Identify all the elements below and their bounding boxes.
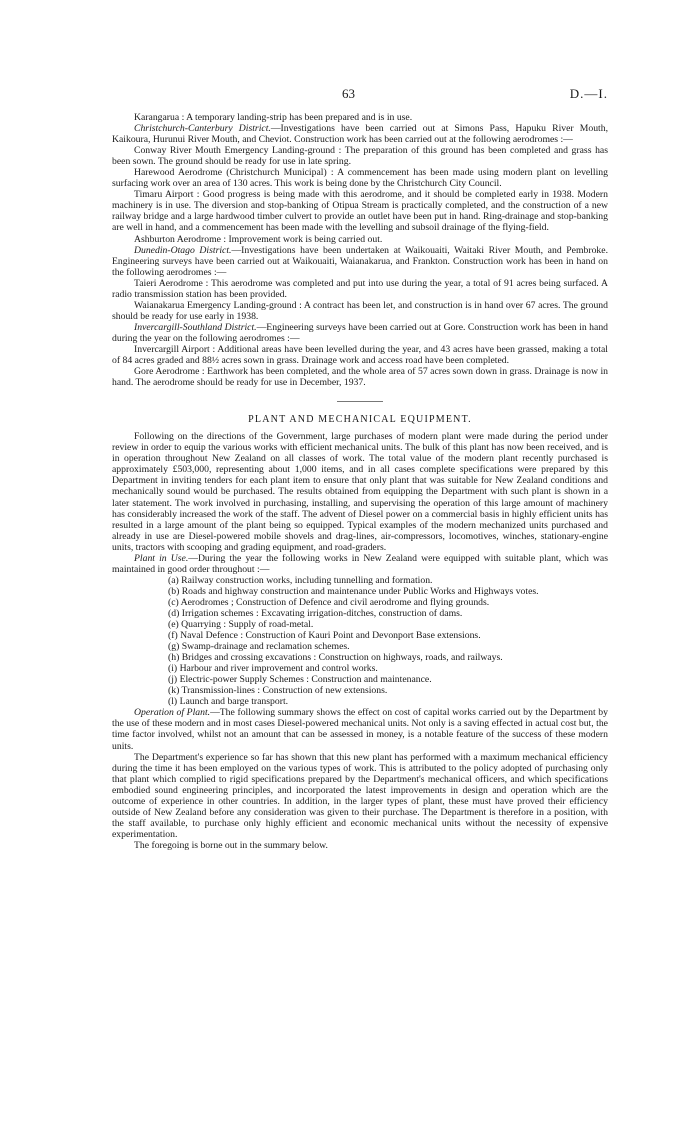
aerodromes-section <box>112 112 608 388</box>
paragraph-text: —During the year the following works in New Zealand were equipped with suitable plant, which was maintained in good order throughout :— <box>112 552 608 575</box>
list-item: (j) Electric-power Supply Schemes : Construction and maintenance. <box>168 674 432 686</box>
paragraph <box>112 431 608 553</box>
paragraph-lead: Invercargill-Southland District. <box>134 321 257 333</box>
paragraph <box>112 366 608 388</box>
paragraph-text: Invercargill Airport : Additional areas have been levelled during the year, and 43 acres have been grassed, making a total of 84 acres graded and 88½ acres sown in grass. Drainage work and access road have been completed. <box>112 343 608 367</box>
paragraph <box>112 112 608 123</box>
paragraph-lead: Christchurch-Canterbury District. <box>134 123 271 135</box>
page-header <box>112 86 608 108</box>
list-item: (a) Railway construction works, including tunnelling and formation. <box>168 574 433 586</box>
page-number: 63 <box>342 86 355 101</box>
paragraph <box>112 553 608 575</box>
paragraph-text: The foregoing is borne out in the summary below. <box>134 839 328 851</box>
list-item: (b) Roads and highway construction and maintenance under Public Works and Highways votes. <box>168 585 539 597</box>
paragraph-lead: Plant in Use. <box>134 552 189 564</box>
paragraph-text: Ashburton Aerodrome : Improvement work is being carried out. <box>134 233 383 245</box>
paragraph <box>112 234 608 245</box>
paragraph-text: Harewood Aerodrome (Christchurch Municipal) : A commencement has been made using modern plant on levelling surfacing work over an area of 130 acres. This work is being done by the Christchurch City Council. <box>112 167 608 190</box>
list-item: (l) Launch and barge transport. <box>168 696 289 708</box>
list-item: (e) Quarrying : Supply of road-metal. <box>168 619 314 631</box>
paragraph <box>112 840 608 851</box>
paragraph-text: —Investigations have been undertaken at Waikouaiti, Waitaki River Mouth, and Pembroke. Engineering surveys have been carried out at Waikouaiti, Waianakarua, and Frankton. Construction work has been in hand on the following aerodromes :— <box>112 244 608 278</box>
paragraph-text: The Department's experience so far has shown that this new plant has performed with a maximum mechanical efficiency during the time it has been employed on the various types of work. This is attributed to the policy adopted of purchasing only that plant which complied to rigid specifications prepared by the Department's mechanical officers, and which specifications embodied sound engineering principles, and incorporated the latest improvements in design and operation which are the outcome of experience in other countries. In addition, in the larger types of plant, these must have proved their efficiency outside of New Zealand before any consideration was given to their purchase. The Department is therefore in a position, with the staff available, to purchase only highly efficient and economic mechanical units without the necessity of expensive experimentation. <box>112 751 608 840</box>
paragraph-lead: Dunedin-Otago District. <box>134 244 232 256</box>
list-item: (g) Swamp-drainage and reclamation schemes. <box>168 641 350 653</box>
paragraph <box>112 300 608 322</box>
plant-works-list <box>112 575 608 708</box>
plant-section <box>112 431 608 575</box>
paragraph <box>112 145 608 167</box>
paragraph-text: Karangarua : A temporary landing-strip has been prepared and is in use. <box>134 112 413 123</box>
list-item: (k) Transmission-lines : Construction of new extensions. <box>168 685 388 697</box>
document-reference: D.—I. <box>569 86 608 101</box>
paragraph-text: —Engineering surveys have been carried out at Gore. Construction work has been in hand during the year on the following aerodromes :— <box>112 321 608 344</box>
paragraph <box>112 245 608 278</box>
list-item: (h) Bridges and crossing excavations : Construction on highways, roads, and railways. <box>168 652 503 664</box>
paragraph <box>112 752 608 840</box>
paragraph <box>112 278 608 300</box>
section-divider <box>337 401 383 402</box>
list-item: (f) Naval Defence : Construction of Kauri Point and Devonport Base extensions. <box>168 630 481 642</box>
paragraph-text: Conway River Mouth Emergency Landing-ground : The preparation of this ground has been completed and grass has been sown. The ground should be ready for use in late spring. <box>112 145 608 168</box>
paragraph <box>112 344 608 366</box>
list-item: (d) Irrigation schemes : Excavating irrigation-ditches, construction of dams. <box>168 607 463 619</box>
paragraph-text: —Investigations have been carried out at Simons Pass, Hapuku River Mouth, Kaikoura, Hurunui River Mouth, and Cheviot. Construction work has been carried out at the following aerodromes :— <box>112 123 609 146</box>
list-item: (c) Aerodromes ; Construction of Defence and civil aerodrome and flying grounds. <box>168 596 490 608</box>
operation-section <box>112 707 608 851</box>
paragraph-text: Timaru Airport : Good progress is being made with this aerodrome, and it should be completed early in 1938. Modern machinery is in use. The diversion and stop-banking of Otipua Stream is practically completed, and the construction of a new railway bridge and a large hardwood timber culvert to provide an outlet have been put in hand. Ring-drainage and stop-banking are well in hand, and a commencement has been made with the levelling and subsoil drainage of the flying-field. <box>112 189 608 234</box>
paragraph <box>112 167 608 189</box>
paragraph <box>112 707 608 751</box>
paragraph-text: Following on the directions of the Government, large purchases of modern plant were made during the period under review in order to equip the various works with efficient mechanical units. The bulk of this plant has now been received, and is in operation throughout New Zealand on all classes of work. The total value of the modern plant recently purchased is approximately £503,000, representing about 1,000 items, and in all cases complete specifications were prepared by this Department in inviting tenders for each plant item to ensure that only plant that was suitable for New Zealand conditions and mechanically sound would be purchased. The results obtained from equipping the Department with such plant is shown in a later statement. The work involved in purchasing, installing, and supervising the operation of this large amount of machinery has considerably increased the work of the staff. The advent of Diesel power on a commercial basis in highly efficient units has resulted in a large amount of the plant being so equipped. Typical examples of the modern mechanized units purchased and already in use are Diesel-powered mobile shovels and drag-lines, air-compressors, locomotives, winches, stationary-engine units, tractors with scooping and grading equipment, and road-graders. <box>112 431 608 553</box>
paragraph <box>112 123 608 145</box>
paragraph-text: Gore Aerodrome : Earthwork has been completed, and the whole area of 57 acres sown down in grass. Drainage is now in hand. The aerodrome should be ready for use in December, 1937. <box>112 366 608 389</box>
list-item: (i) Harbour and river improvement and control works. <box>168 663 378 675</box>
paragraph <box>112 189 608 233</box>
paragraph-text: —The following summary shows the effect on cost of capital works carried out by the Department by the use of these modern and in most cases Diesel-powered mechanical units. Not only is a saving effected in actual cost but, the time factor involved, whilst not an amount that can be assessed in money, is a notable feature of the success of these modern units. <box>112 707 608 752</box>
paragraph-text: Waianakarua Emergency Landing-ground : A contract has been let, and construction is in hand over 67 acres. The ground should be ready for use early in 1938. <box>112 299 608 322</box>
paragraph-text: Taieri Aerodrome : This aerodrome was completed and put into use during the year, a total of 91 acres being surfaced. A radio transmission station has been provided. <box>112 277 608 300</box>
paragraph-lead: Operation of Plant. <box>134 707 211 719</box>
paragraph <box>112 322 608 344</box>
document-body <box>112 112 608 851</box>
section-heading: PLANT AND MECHANICAL EQUIPMENT. <box>248 414 472 426</box>
